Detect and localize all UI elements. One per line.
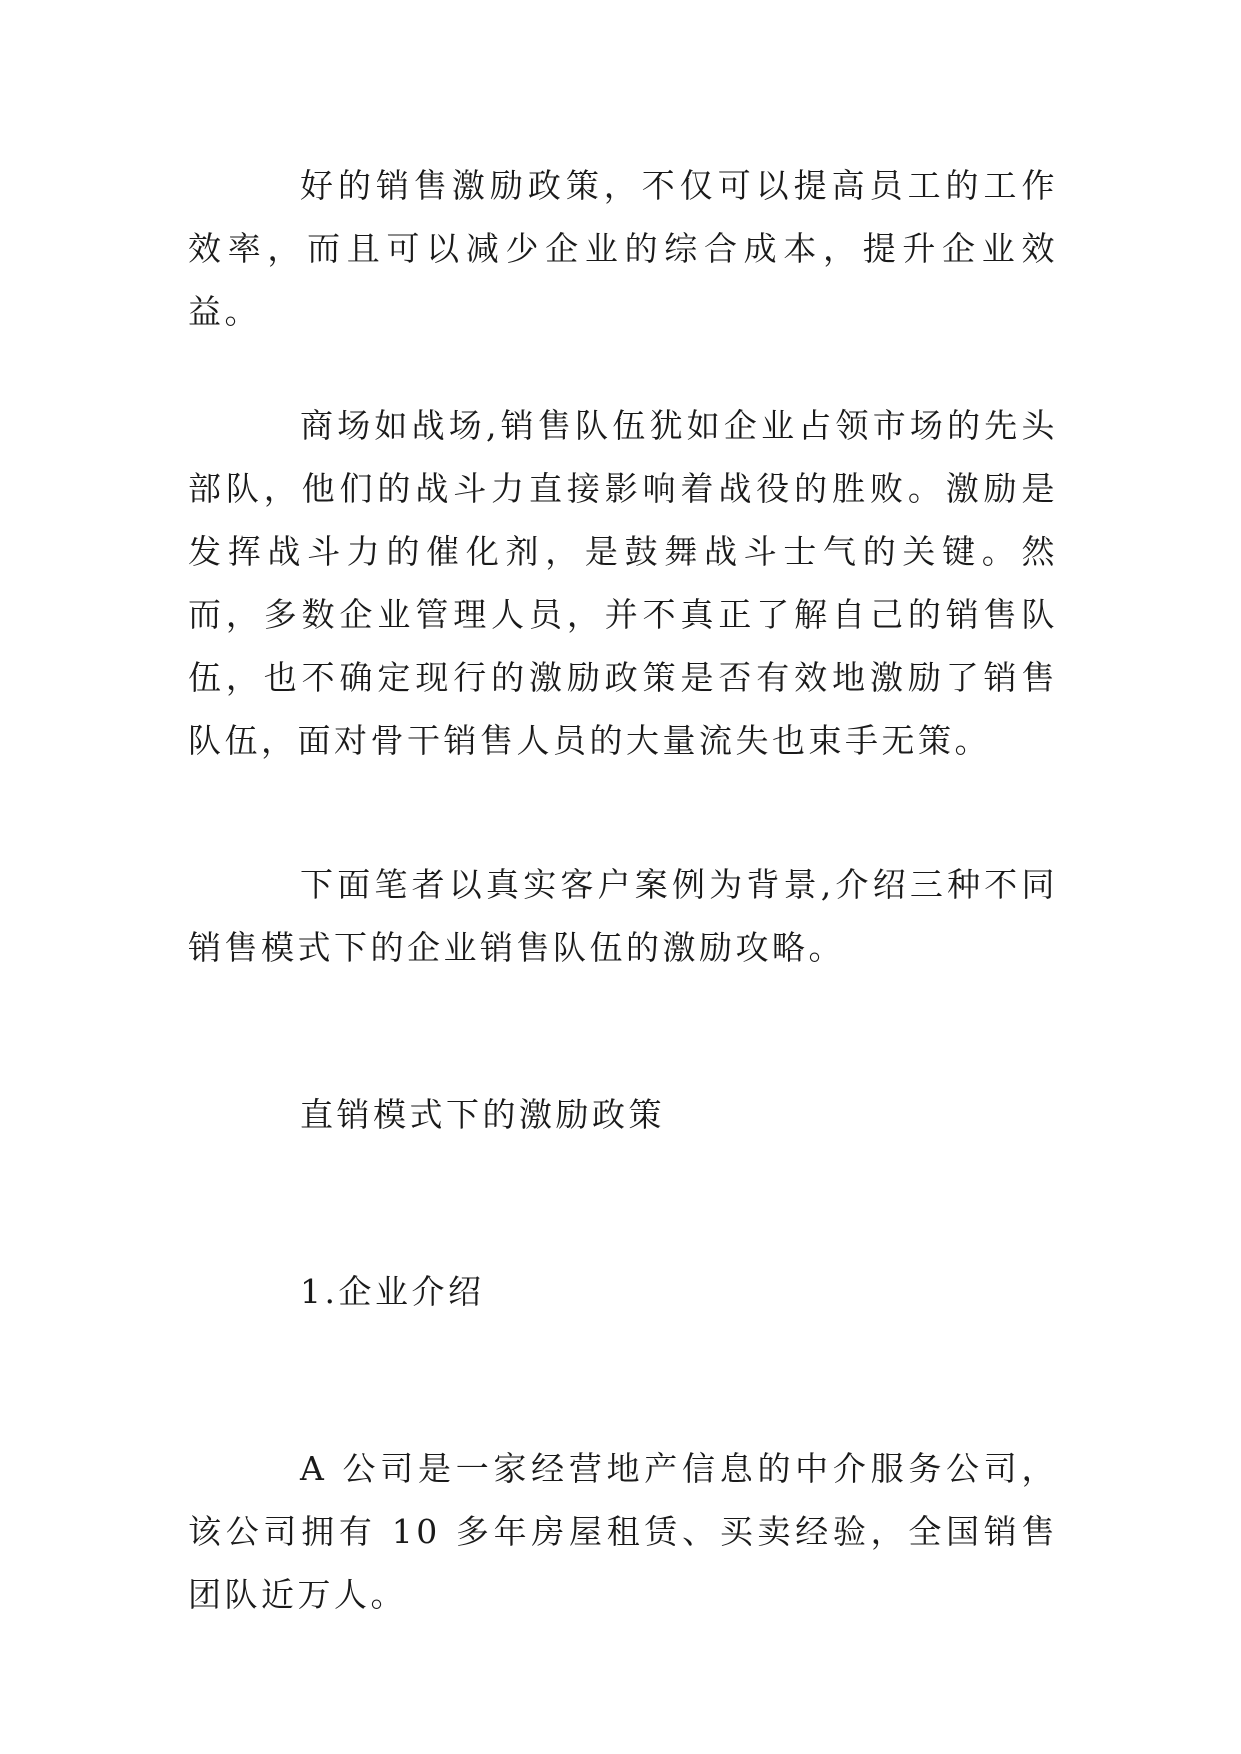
section-heading: 直销模式下的激励政策 xyxy=(300,1095,665,1134)
subsection-heading: 1.企业介绍 xyxy=(300,1272,485,1311)
paragraph-overview: 下面笔者以真实客户案例为背景,介绍三种不同销售模式下的企业销售队伍的激励攻略。 xyxy=(188,865,1058,967)
paragraph-context: 商场如战场,销售队伍犹如企业占领市场的先头部队，他们的战斗力直接影响着战役的胜败。激励是发挥战斗力的催化剂，是鼓舞战斗士气的关键。然而，多数企业管理人员，并不真正了解自己的销售队伍，也不确定现行的激励政策是否有效地激励了销售队伍，面对骨干销售人员的大量流失也束手无策。 xyxy=(188,406,1058,760)
paragraph-intro: 好的销售激励政策，不仅可以提高员工的工作效率，而且可以减少企业的综合成本，提升企业效益。 xyxy=(188,166,1058,331)
paragraph-company-a: A 公司是一家经营地产信息的中介服务公司，该公司拥有 10 多年房屋租赁、买卖经验，全国销售团队近万人。 xyxy=(188,1449,1058,1614)
